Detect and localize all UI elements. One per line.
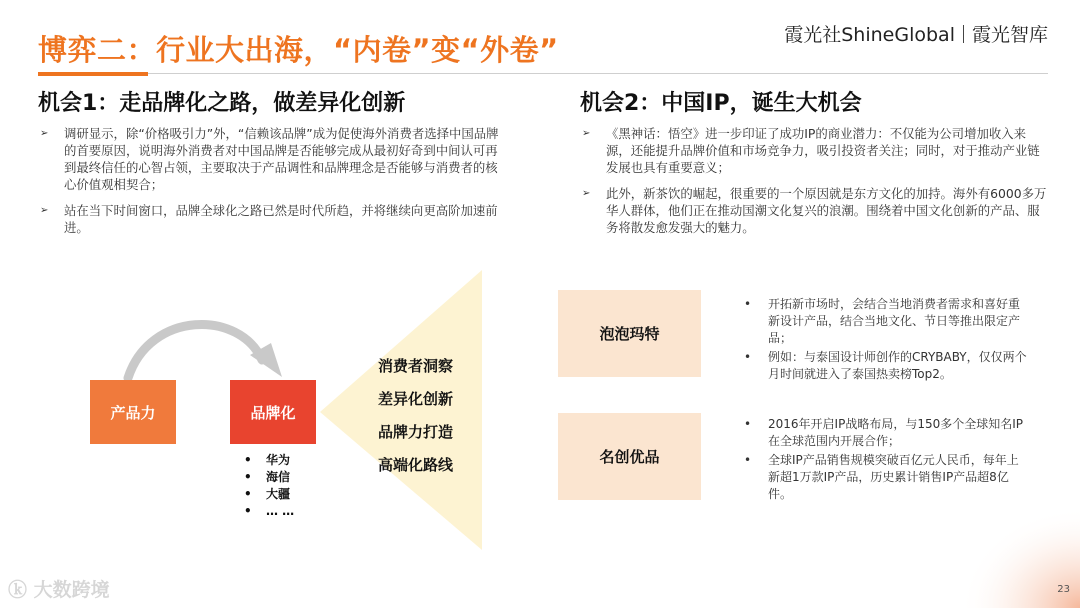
title-underline — [38, 72, 148, 76]
case-popmart-points — [740, 296, 1030, 385]
brand-name: 霞光社ShineGlobal — [784, 24, 955, 46]
brand-examples-list — [244, 452, 294, 520]
product-strength-box: 产品力 — [90, 380, 176, 444]
bullet-text: 调研显示，除“价格吸引力”外，“信赖该品牌”成为促使海外消费者选择中国品牌的首要原因，说明海外消费者对中国品牌是否能够完成从最初好奇到中间认可再到最终信任的心智占领，主要取决于产品调性和品牌理念是否能够与消费者的核心价值观相契合； — [64, 126, 499, 192]
title-divider — [148, 73, 1048, 74]
dot-bullet-icon: • — [244, 504, 252, 518]
watermark-icon: ⓚ — [8, 579, 28, 601]
triangle-label: 差异化创新 — [378, 390, 454, 408]
list-item — [244, 469, 294, 486]
triangle-label: 消费者洞察 — [378, 357, 454, 375]
branding-box: 品牌化 — [230, 380, 316, 444]
curved-arrow — [128, 324, 262, 378]
bullet-text: 站在当下时间窗口，品牌全球化之路已然是时代所趋，并将继续向更高阶加速前进。 — [64, 203, 498, 235]
case-miniso-points — [740, 416, 1030, 505]
case-box-miniso: 名创优品 — [558, 413, 701, 500]
section-heading-opportunity-1: 机会1：走品牌化之路，做差异化创新 — [38, 91, 406, 116]
bullet-item — [580, 185, 1050, 236]
page-title: 博弈二：行业大出海，“内卷”变“外卷” — [38, 33, 559, 67]
bullet-item — [38, 202, 508, 236]
arrow-bullet-icon: ➢ — [582, 128, 591, 139]
watermark-logo — [8, 575, 110, 602]
brand-logo — [784, 20, 1048, 47]
list-item — [740, 296, 1030, 347]
dot-bullet-icon: • — [244, 453, 252, 467]
list-item — [740, 349, 1030, 383]
dot-bullet-icon: • — [744, 350, 752, 364]
brand-example: 海信 — [266, 470, 291, 484]
arrow-bullet-icon: ➢ — [582, 188, 591, 199]
case-point: 开拓新市场时，会结合当地消费者需求和喜好重新设计产品，结合当地文化、节日等推出限定产品； — [768, 297, 1021, 345]
dot-bullet-icon: • — [744, 297, 752, 311]
case-point: 2016年开启IP战略布局，与150多个全球知名IP在全球范围内开展合作； — [768, 417, 1023, 448]
list-item — [740, 452, 1030, 503]
bullet-text: 此外，新茶饮的崛起，很重要的一个原因就是东方文化的加持。海外有6000多万华人群体，他们正在推动国潮文化复兴的浪潮。围绕着中国文化创新的产品、服务将散发愈发强大的魅力。 — [606, 186, 1047, 235]
case-point: 全球IP产品销售规模突破百亿元人民币，每年上新超1万款IP产品，历史累计销售IP产品超8亿件。 — [768, 453, 1019, 501]
list-item — [244, 452, 294, 469]
triangle-labels — [378, 350, 453, 482]
list-item — [740, 416, 1030, 450]
brand-separator — [963, 25, 964, 43]
triangle-label: 高端化路线 — [378, 456, 454, 474]
dot-bullet-icon: • — [244, 470, 252, 484]
section-heading-opportunity-2: 机会2：中国IP，诞生大机会 — [580, 91, 862, 116]
page-number: 23 — [1057, 584, 1070, 595]
opportunity-2-bullets — [580, 125, 1050, 245]
case-box-popmart: 泡泡玛特 — [558, 290, 701, 377]
brand-think-tank: 霞光智库 — [971, 24, 1048, 46]
triangle-label: 品牌力打造 — [378, 423, 454, 441]
list-item — [244, 503, 294, 520]
dot-bullet-icon: • — [744, 453, 752, 467]
bullet-item — [38, 125, 508, 193]
opportunity-1-bullets — [38, 125, 508, 245]
bullet-item — [580, 125, 1050, 176]
brand-example: 大疆 — [266, 487, 291, 501]
watermark-text: 大数跨境 — [33, 579, 110, 601]
case-point: 例如：与泰国设计师创作的CRYBABY，仅仅两个月时间就进入了泰国热卖榜Top2。 — [768, 350, 1027, 381]
bullet-text: 《黑神话：悟空》进一步印证了成功IP的商业潜力：不仅能为公司增加收入来源，还能提升品牌价值和市场竞争力，吸引投资者关注；同时，对于推动产业链发展也具有重要意义； — [606, 126, 1040, 175]
brand-example: 华为 — [266, 453, 291, 467]
list-item — [244, 486, 294, 503]
arrow-bullet-icon: ➢ — [40, 205, 49, 216]
dot-bullet-icon: • — [244, 487, 252, 501]
dot-bullet-icon: • — [744, 417, 752, 431]
arrow-bullet-icon: ➢ — [40, 128, 49, 139]
brand-example: … … — [266, 504, 295, 518]
